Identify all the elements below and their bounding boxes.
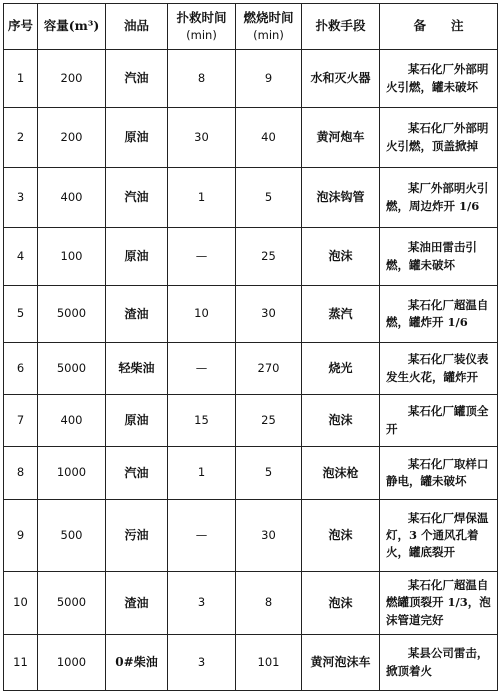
cell-note: 某石化厂外部明火引燃，罐未破坏 [380,50,498,108]
cell-method: 泡沫 [302,395,380,447]
cell-oil: 原油 [106,228,168,286]
cell-extinguish-time: 3 [168,635,236,691]
cell-note: 某厂外部明火引燃，周边炸开 1/6 [380,168,498,228]
cell-oil: 汽油 [106,447,168,500]
cell-burn-time: 270 [236,343,302,395]
cell-note: 某油田雷击引燃，罐未破坏 [380,228,498,286]
cell-capacity: 100 [38,228,106,286]
cell-capacity: 5000 [38,572,106,635]
cell-burn-time: 9 [236,50,302,108]
table-row [4,343,498,395]
cell-extinguish-time: — [168,228,236,286]
cell-capacity: 5000 [38,286,106,343]
cell-method: 泡沫 [302,572,380,635]
cell-no: 8 [4,447,38,500]
cell-method: 水和灭火器 [302,50,380,108]
cell-extinguish-time: — [168,343,236,395]
cell-method: 黄河泡沫车 [302,635,380,691]
cell-burn-time: 8 [236,572,302,635]
cell-extinguish-time: 1 [168,168,236,228]
table-row [4,635,498,691]
cell-capacity: 1000 [38,635,106,691]
cell-extinguish-time: — [168,500,236,572]
cell-no: 10 [4,572,38,635]
cell-note: 某石化厂外部明火引燃，顶盖掀掉 [380,108,498,168]
table-row [4,286,498,343]
cell-capacity: 1000 [38,447,106,500]
cell-no: 5 [4,286,38,343]
cell-method: 黄河炮车 [302,108,380,168]
cell-capacity: 200 [38,108,106,168]
cell-capacity: 500 [38,500,106,572]
cell-no: 1 [4,50,38,108]
cell-extinguish-time: 10 [168,286,236,343]
cell-no: 9 [4,500,38,572]
cell-burn-time: 25 [236,228,302,286]
cell-capacity: 200 [38,50,106,108]
cell-method: 泡沫 [302,228,380,286]
fire-incident-table [3,3,498,691]
cell-method: 泡沫钩管 [302,168,380,228]
cell-note: 某县公司雷击，掀顶着火 [380,635,498,691]
header-burn-time: 燃烧时间 (min) [236,4,302,50]
cell-method: 泡沫 [302,500,380,572]
cell-extinguish-time: 3 [168,572,236,635]
cell-capacity: 5000 [38,343,106,395]
cell-oil: 渣油 [106,572,168,635]
cell-no: 6 [4,343,38,395]
cell-oil: 污油 [106,500,168,572]
cell-oil: 0#柴油 [106,635,168,691]
header-row [4,4,498,50]
header-method: 扑救手段 [302,4,380,50]
cell-burn-time: 5 [236,447,302,500]
table-row [4,168,498,228]
cell-extinguish-time: 8 [168,50,236,108]
table-row [4,108,498,168]
table-row [4,50,498,108]
cell-no: 4 [4,228,38,286]
cell-method: 烧光 [302,343,380,395]
cell-capacity: 400 [38,168,106,228]
cell-burn-time: 5 [236,168,302,228]
table-row [4,572,498,635]
header-note: 备 注 [380,4,498,50]
cell-note: 某石化厂取样口静电，罐未破坏 [380,447,498,500]
cell-note: 某石化厂超温自燃罐顶裂开 1/3，泡沫管道完好 [380,572,498,635]
cell-note: 某石化厂装仪表发生火花，罐炸开 [380,343,498,395]
cell-note: 某石化厂焊保温灯，3 个通风孔着火，罐底裂开 [380,500,498,572]
table-row [4,395,498,447]
cell-extinguish-time: 1 [168,447,236,500]
header-capacity: 容量(m³) [38,4,106,50]
cell-extinguish-time: 30 [168,108,236,168]
cell-oil: 轻柴油 [106,343,168,395]
cell-no: 2 [4,108,38,168]
cell-no: 3 [4,168,38,228]
cell-burn-time: 101 [236,635,302,691]
cell-burn-time: 30 [236,286,302,343]
cell-no: 11 [4,635,38,691]
cell-note: 某石化厂罐顶全开 [380,395,498,447]
cell-burn-time: 25 [236,395,302,447]
cell-burn-time: 30 [236,500,302,572]
header-oil: 油品 [106,4,168,50]
table-row [4,228,498,286]
cell-method: 蒸汽 [302,286,380,343]
cell-no: 7 [4,395,38,447]
cell-note: 某石化厂超温自燃，罐炸开 1/6 [380,286,498,343]
table-row [4,500,498,572]
cell-extinguish-time: 15 [168,395,236,447]
cell-method: 泡沫枪 [302,447,380,500]
cell-oil: 汽油 [106,50,168,108]
cell-oil: 汽油 [106,168,168,228]
cell-capacity: 400 [38,395,106,447]
cell-oil: 原油 [106,108,168,168]
table-row [4,447,498,500]
header-extinguish-time: 扑救时间 (min) [168,4,236,50]
cell-oil: 渣油 [106,286,168,343]
cell-oil: 原油 [106,395,168,447]
header-no: 序号 [4,4,38,50]
cell-burn-time: 40 [236,108,302,168]
